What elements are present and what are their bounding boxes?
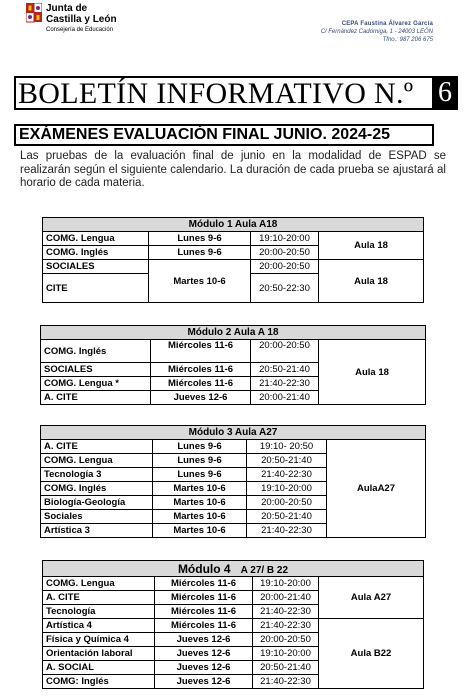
bulletin-number: 6 (432, 76, 458, 110)
date-cell: Lunes 9-6 (149, 246, 251, 260)
subject-cell: Biología-Geología (41, 496, 153, 510)
subject-cell: COMG. Inglés (43, 246, 149, 260)
subject-cell: CITE (43, 274, 149, 303)
date-cell: Jueves 12-6 (155, 633, 253, 647)
subject-cell: A. SOCIAL (43, 661, 155, 675)
date-cell: Jueves 12-6 (151, 391, 251, 405)
table-row (43, 577, 424, 591)
date-cell: Miércoles 11-6 (155, 577, 253, 591)
date-cell: Jueves 12-6 (155, 647, 253, 661)
date-cell: Miércoles 11-6 (155, 605, 253, 619)
logo-text-line2: Castilla y León (46, 14, 117, 25)
subject-cell: Artística 4 (43, 619, 155, 633)
module-3-table (40, 425, 426, 538)
module-1-table (42, 217, 424, 303)
time-cell: 19:10-20:00 (253, 577, 319, 591)
coat-of-arms-icon (26, 3, 42, 25)
table-row (41, 340, 426, 363)
date-cell: Miércoles 11-6 (151, 340, 251, 363)
street-address: C/ Fernández Cadórniga, 1 - 24003 LEÓN (320, 29, 433, 35)
date-cell: Martes 10-6 (153, 510, 247, 524)
time-cell: 20:00-20:50 (251, 246, 319, 260)
date-cell: Miércoles 11-6 (155, 619, 253, 633)
time-cell: 21:40-22:30 (247, 524, 327, 538)
date-cell: Lunes 9-6 (153, 454, 247, 468)
subject-cell: Sociales (41, 510, 153, 524)
subject-cell: SOCIALES (43, 260, 149, 274)
time-cell: 21:40-22:30 (253, 619, 319, 633)
subject-cell: COMG: Inglés (43, 675, 155, 689)
logo-text-line1: Junta de (46, 3, 88, 14)
table-row (41, 440, 426, 454)
time-cell: 20:00-21:40 (251, 391, 319, 405)
bulletin-title: BOLETÍN INFORMATIVO N.º (18, 77, 414, 110)
module-title-rooms: A 27/ B 22 (240, 564, 289, 576)
time-cell: 21:40-22:30 (253, 605, 319, 619)
table-row (43, 232, 424, 246)
time-cell: 19:10-20:00 (247, 482, 327, 496)
time-cell: 20:50-21:40 (251, 363, 319, 377)
subject-cell: COMG. Inglés (41, 482, 153, 496)
subject-cell: A. CITE (41, 391, 151, 405)
module-title: Módulo 3 Aula A27 (41, 426, 426, 440)
subject-cell: Física y Química 4 (43, 633, 155, 647)
time-cell: 20:00-20:50 (251, 260, 319, 274)
room-cell: Aula 18 (319, 232, 424, 260)
date-cell: Miércoles 11-6 (151, 377, 251, 391)
time-cell: 20:00-20:50 (247, 496, 327, 510)
subject-cell: COMG. Lengua (41, 454, 153, 468)
subject-cell: A. CITE (41, 440, 153, 454)
module-4-table (42, 560, 424, 689)
bulletin-banner (14, 76, 458, 110)
module-2-table (40, 325, 426, 405)
date-cell: Miércoles 11-6 (151, 363, 251, 377)
time-cell: 20:00-20:50 (253, 633, 319, 647)
time-cell: 21:40-22:30 (253, 675, 319, 689)
date-cell: Lunes 9-6 (149, 232, 251, 246)
time-cell: 19:10-20:00 (251, 232, 319, 246)
time-cell: 20:00-20:50 (251, 340, 319, 363)
time-cell: 21:40-22:30 (247, 468, 327, 482)
date-cell: Martes 10-6 (149, 260, 251, 303)
time-cell: 20:50-22:30 (251, 274, 319, 303)
time-cell: 20:00-21:40 (253, 591, 319, 605)
subject-cell: Orientación laboral (43, 647, 155, 661)
subject-cell: Artística 3 (41, 524, 153, 538)
time-cell: 20:50-21:40 (253, 661, 319, 675)
intro-paragraph: Las pruebas de la evaluación final de junio en la modalidad de ESPAD se realizarán según el siguiente calendario. La duración de cada prueba se ajustará al horario de cada materia. (20, 150, 446, 189)
subject-cell: Tecnología 3 (41, 468, 153, 482)
time-cell: 21:40-22:30 (251, 377, 319, 391)
subject-cell: A. CITE (43, 591, 155, 605)
date-cell: Miércoles 11-6 (155, 591, 253, 605)
module-title (43, 561, 424, 577)
date-cell: Lunes 9-6 (153, 440, 247, 454)
time-cell: 20:50-21:40 (247, 510, 327, 524)
school-address (321, 20, 433, 44)
phone-number: Tfno.: 987 206 675 (382, 37, 433, 43)
subject-cell: SOCIALES (41, 363, 151, 377)
room-cell: AulaA27 (327, 440, 426, 538)
subject-cell: COMG. Inglés (41, 340, 151, 363)
junta-logo (26, 3, 146, 47)
module-title: Módulo 1 Aula A18 (43, 218, 424, 232)
date-cell: Martes 10-6 (153, 524, 247, 538)
room-cell: Aula B22 (319, 619, 424, 689)
module-title: Módulo 2 Aula A 18 (41, 326, 426, 340)
date-cell: Martes 10-6 (153, 496, 247, 510)
date-cell: Jueves 12-6 (155, 661, 253, 675)
table-row (43, 260, 424, 274)
exam-heading: EXÁMENES EVALUACIÓN FINAL JUNIO. 2024-25 (14, 124, 434, 146)
subject-cell: COMG. Lengua * (41, 377, 151, 391)
logo-text-line3: Consejería de Educación (46, 27, 114, 33)
subject-cell: COMG. Lengua (43, 232, 149, 246)
time-cell: 20:50-21:40 (247, 454, 327, 468)
time-cell: 19:10- 20:50 (247, 440, 327, 454)
module-title-main: Módulo 4 (177, 561, 231, 576)
room-cell: Aula 18 (319, 260, 424, 303)
date-cell: Lunes 9-6 (153, 468, 247, 482)
room-cell: Aula A27 (319, 577, 424, 619)
subject-cell: COMG. Lengua (43, 577, 155, 591)
school-name: CEPA Faustina Álvarez García (341, 21, 433, 27)
date-cell: Martes 10-6 (153, 482, 247, 496)
table-row (43, 619, 424, 633)
room-cell: Aula 18 (319, 340, 426, 405)
date-cell: Jueves 12-6 (155, 675, 253, 689)
time-cell: 19:10-20:00 (253, 647, 319, 661)
subject-cell: Tecnología (43, 605, 155, 619)
